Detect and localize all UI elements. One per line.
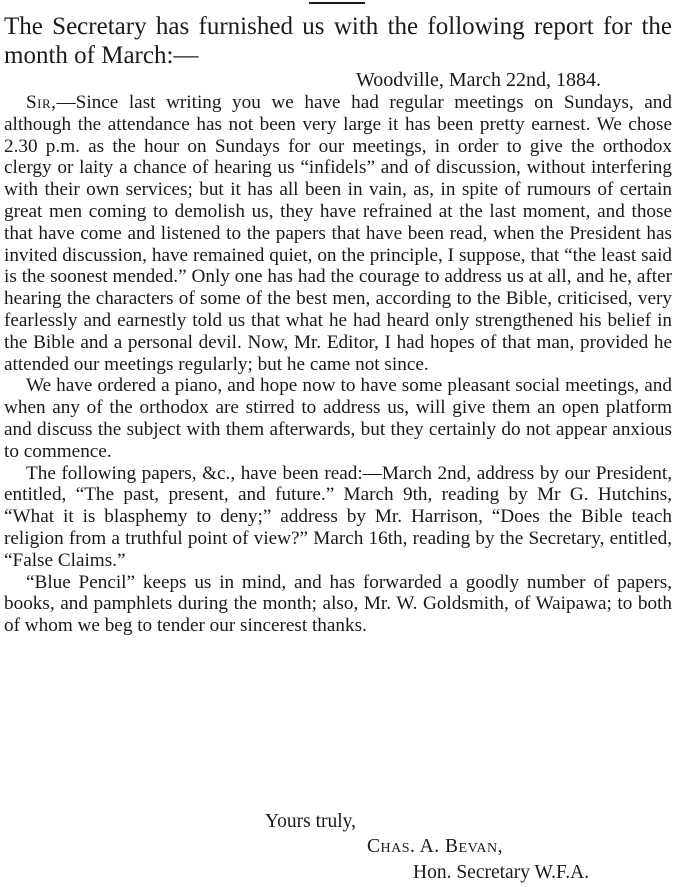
closing: Yours truly, bbox=[265, 811, 357, 832]
letter-body bbox=[4, 92, 672, 637]
top-rule bbox=[309, 2, 365, 4]
signature: Chas. A. Bevan, bbox=[367, 836, 503, 857]
paragraph-2: We have ordered a piano, and hope now to have some pleasant social meetings, and when any of the orthodox are stirred to address us, will give them an open platform and discuss the subject with them afterwards, but they certainly do not appear anxious to commence. bbox=[4, 375, 672, 462]
intro-line: The Secretary has furnished us with the following report for the month of March:— bbox=[4, 13, 672, 69]
paragraph-1-text: —Since last writing you we have had regular meetings on Sundays, and although the attendance has not been very large it has been pretty earnest. We chose 2.30 p.m. as the hour on Sundays for our meetings, in order to give the orthodox clergy or laity a chance of hearing us “infidels” and of discussion, without interfering with their own services; but it has all been in vain, as, in spite of rumours of certain great men coming to demolish us, they have refrained at the last moment, and those that have come and listened to the papers that have been read, when the President has invited discussion, have remained quiet, on the principle, I suppose, that “the least said is the soonest mended.” Only one has had the courage to address us at all, and he, after hearing the characters of some of the best men, according to the Bible, criticised, very fearlessly and earnestly told us that what he had heard only strengthened his belief in the Bible and a personal devil. Now, Mr. Editor, I had hopes of that man, provided he attended our meetings regularly; but he came not since. bbox=[4, 92, 672, 375]
salutation: Sir, bbox=[26, 92, 57, 113]
paragraph-1 bbox=[4, 92, 672, 375]
paragraph-3: The following papers, &c., have been read:—March 2nd, address by our President, entitled, “The past, present, and future.” March 9th, reading by Mr G. Hutchins, “What it is blasphemy to deny;” address by Mr. Harrison, “Does the Bible teach religion from a truthful point of view?” March 16th, reading by the Secretary, entitled, “False Claims.” bbox=[4, 462, 672, 571]
paragraph-4: “Blue Pencil” keeps us in mind, and has forwarded a goodly number of papers, books, and pamphlets during the month; also, Mr. W. Goldsmith, of Waipawa; to both of whom we beg to tender our sincerest thanks. bbox=[4, 571, 672, 637]
signatory-title: Hon. Secretary W.F.A. bbox=[413, 862, 590, 883]
dateline: Woodville, March 22nd, 1884. bbox=[356, 69, 602, 91]
